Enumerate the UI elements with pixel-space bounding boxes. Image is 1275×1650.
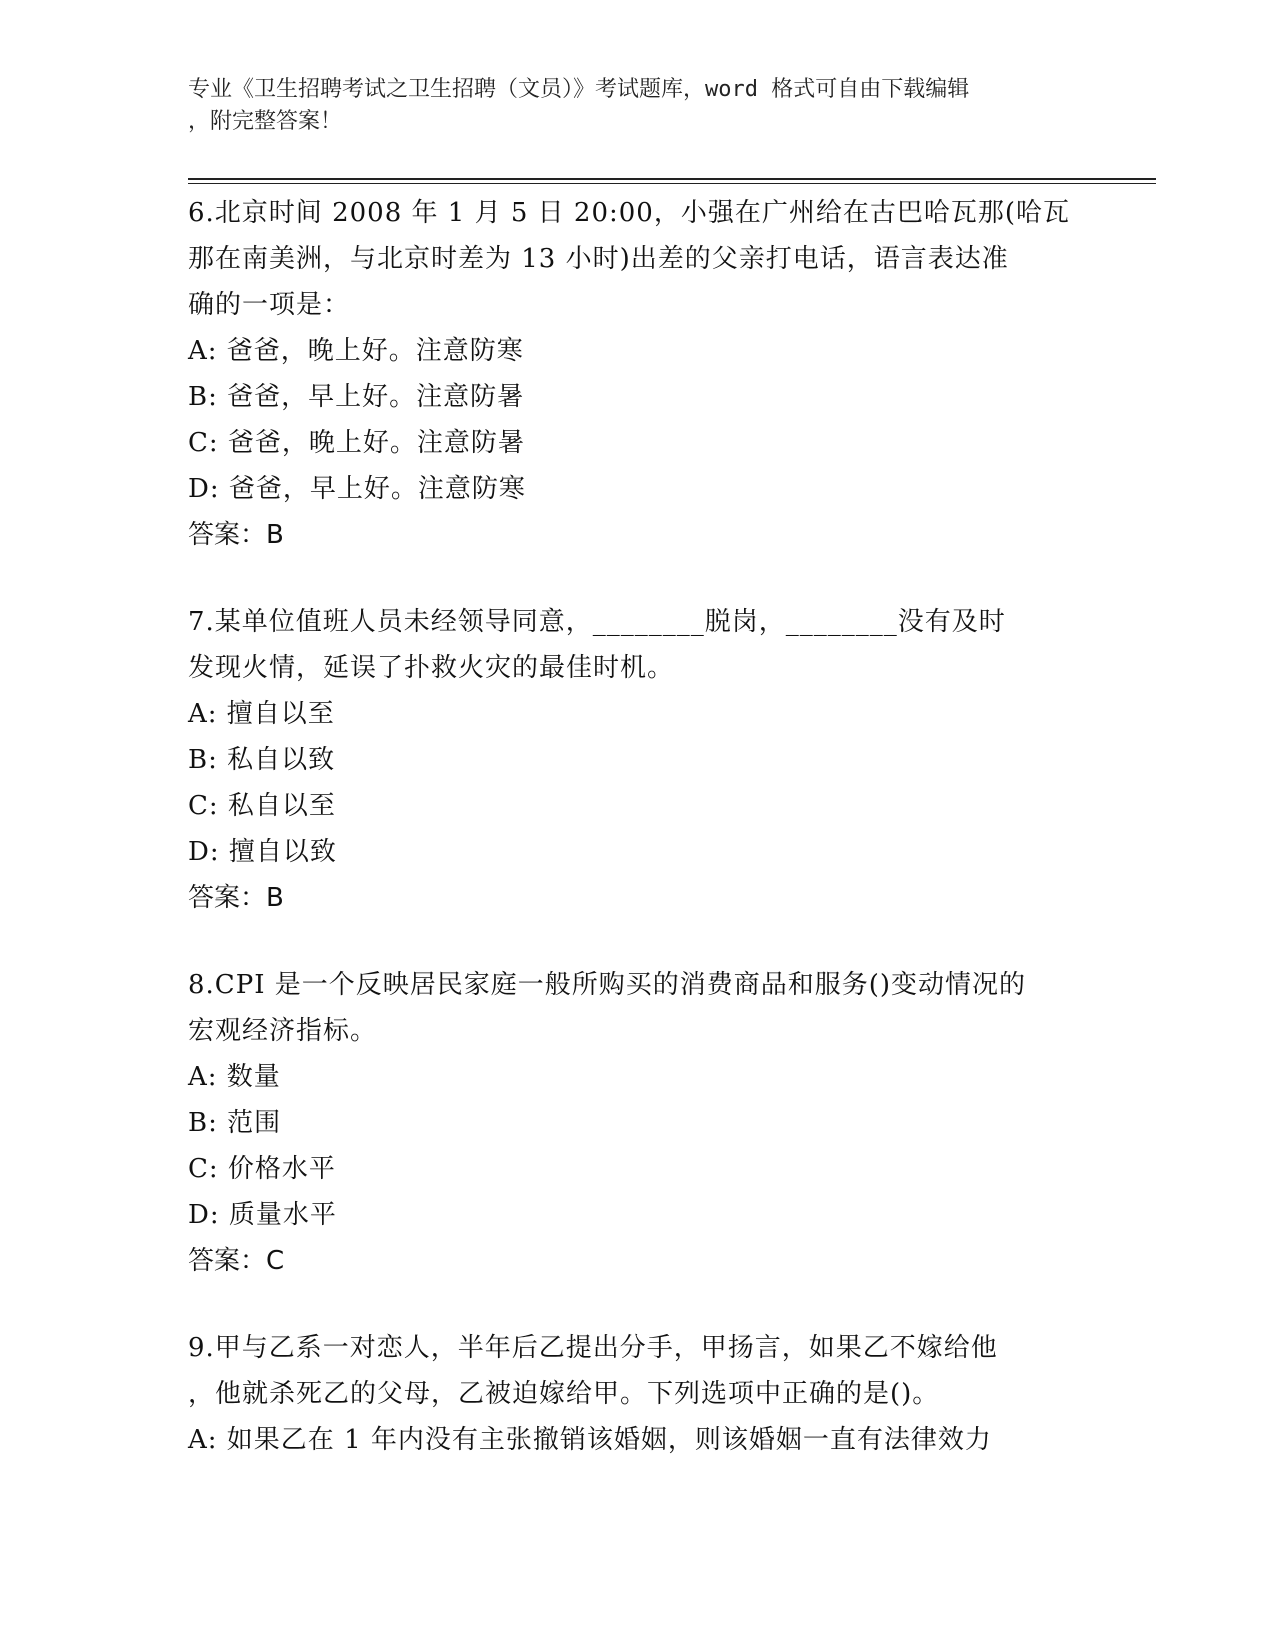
option-a: A: 爸爸，晚上好。注意防寒 bbox=[188, 336, 524, 366]
option-c: C: 价格水平 bbox=[188, 1154, 336, 1184]
question-stem-line: 9.甲与乙系一对恋人，半年后乙提出分手，甲扬言，如果乙不嫁给他 bbox=[188, 1333, 998, 1363]
question-stem-line: 宏观经济指标。 bbox=[188, 1016, 378, 1046]
option-b: B: 范围 bbox=[188, 1108, 282, 1138]
answer-line: 答案：B bbox=[188, 883, 284, 913]
question-stem-line: 8.CPI 是一个反映居民家庭一般所购买的消费商品和服务()变动情况的 bbox=[188, 970, 1027, 1000]
option-a: A: 擅自以至 bbox=[188, 699, 335, 729]
answer-line: 答案：B bbox=[188, 520, 284, 550]
option-a: A: 数量 bbox=[188, 1062, 281, 1092]
option-c: C: 私自以至 bbox=[188, 791, 336, 821]
header-divider-thin bbox=[188, 183, 1156, 184]
question-stem-line: 那在南美洲，与北京时差为 13 小时)出差的父亲打电话，语言表达准 bbox=[188, 244, 1009, 274]
header-divider-thick bbox=[188, 178, 1156, 180]
option-b: B: 爸爸，早上好。注意防暑 bbox=[188, 382, 525, 412]
question-9 bbox=[188, 1325, 1088, 1463]
option-c: C: 爸爸，晚上好。注意防暑 bbox=[188, 428, 525, 458]
option-d: D: 爸爸，早上好。注意防寒 bbox=[188, 474, 526, 504]
question-list bbox=[188, 190, 1088, 1504]
header-line-1: 专业《卫生招聘考试之卫生招聘（文员）》考试题库，word 格式可自由下载编辑 bbox=[188, 77, 970, 102]
question-stem-line: 7.某单位值班人员未经领导同意，________脱岗，________没有及时 bbox=[188, 607, 1006, 637]
option-d: D: 擅自以致 bbox=[188, 837, 337, 867]
question-6 bbox=[188, 190, 1088, 558]
option-d: D: 质量水平 bbox=[188, 1200, 337, 1230]
question-stem-line: 确的一项是： bbox=[188, 290, 351, 320]
question-stem-line: 发现火情，延误了扑救火灾的最佳时机。 bbox=[188, 653, 675, 683]
question-stem-line: 6.北京时间 2008 年 1 月 5 日 20:00，小强在广州给在古巴哈瓦那(哈瓦 bbox=[188, 198, 1070, 228]
answer-line: 答案：C bbox=[188, 1246, 285, 1276]
question-stem-line: ，他就杀死乙的父母，乙被迫嫁给甲。下列选项中正确的是()。 bbox=[188, 1379, 940, 1409]
option-a: A: 如果乙在 1 年内没有主张撤销该婚姻，则该婚姻一直有法律效力 bbox=[188, 1425, 992, 1455]
question-8 bbox=[188, 962, 1088, 1284]
question-7 bbox=[188, 599, 1088, 921]
option-b: B: 私自以致 bbox=[188, 745, 336, 775]
header-line-2: ，附完整答案！ bbox=[188, 109, 343, 134]
document-header bbox=[188, 74, 1068, 138]
